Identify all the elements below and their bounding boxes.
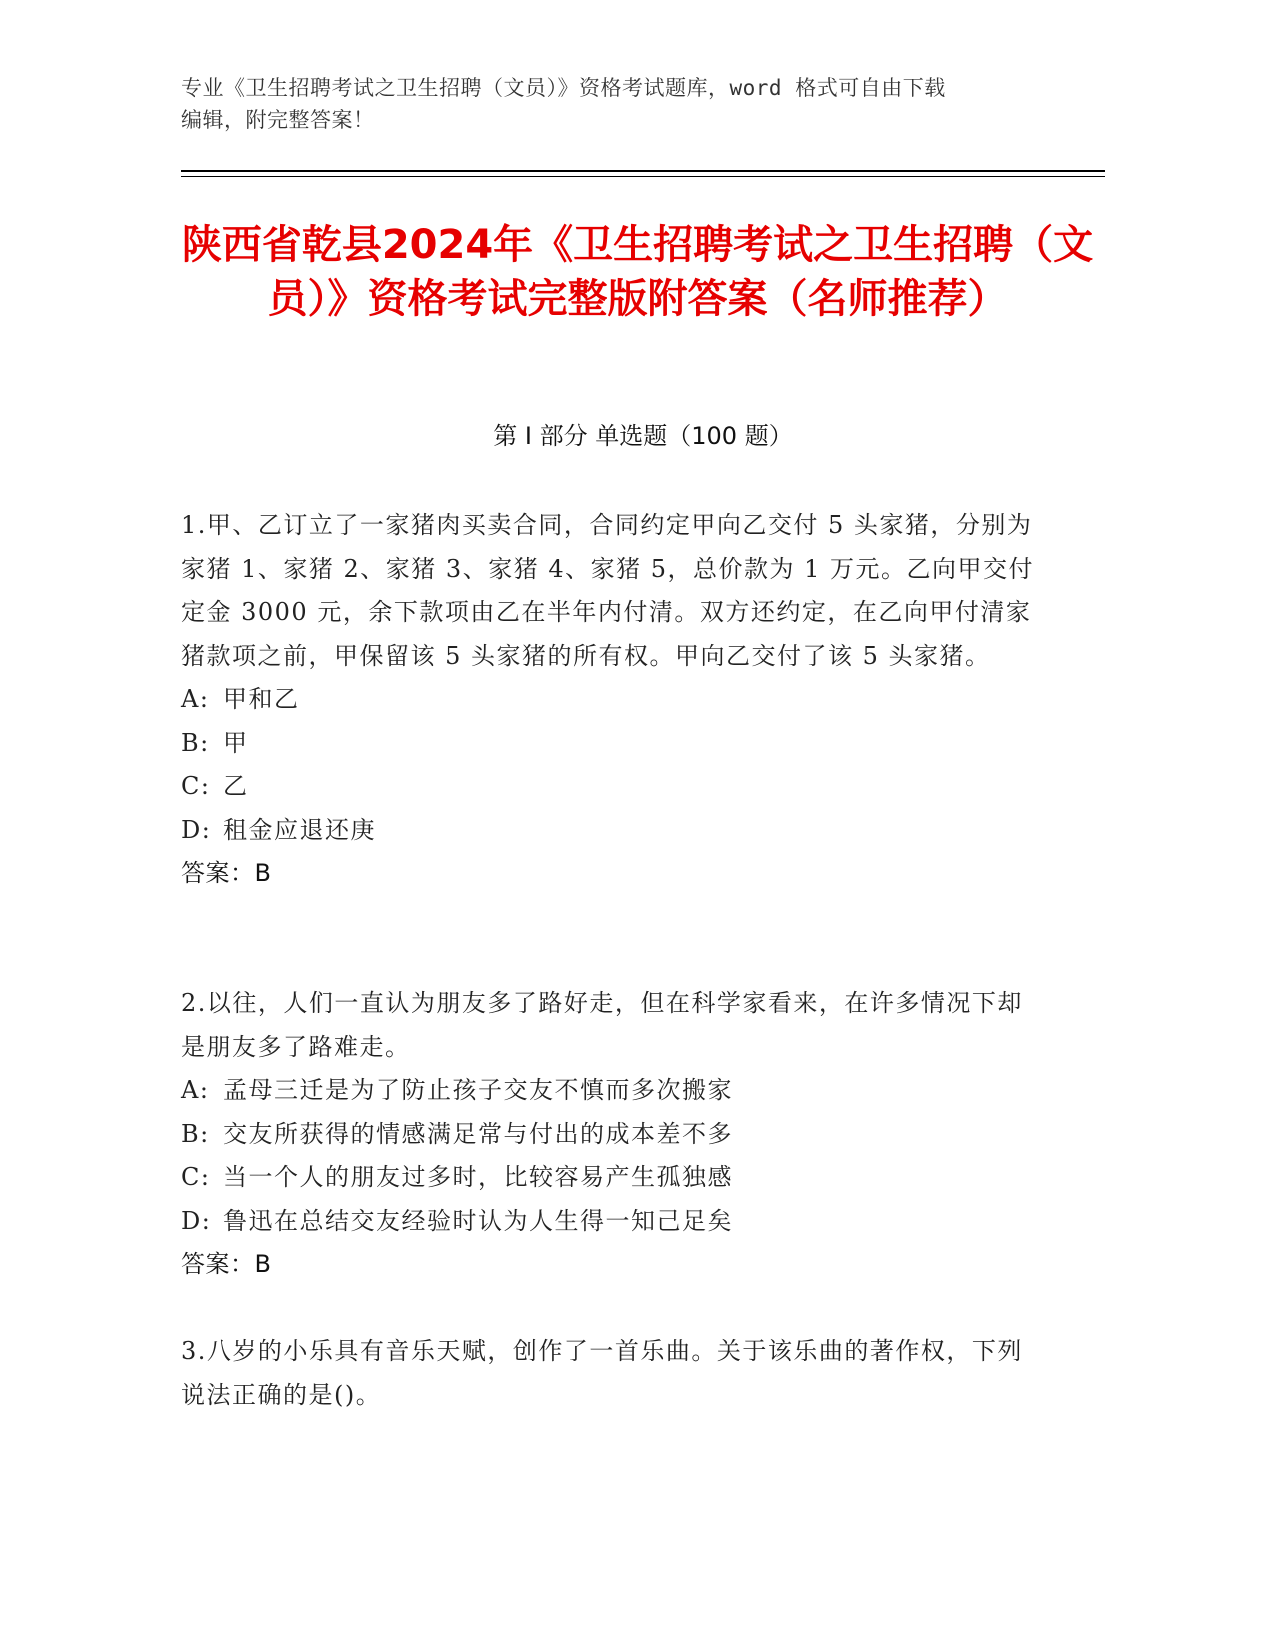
header-note <box>181 72 1041 136</box>
option-text: 交友所获得的情感满足常与付出的成本差不多 <box>223 1119 733 1148</box>
option-key: B: <box>181 728 210 757</box>
option-key: B: <box>181 1119 210 1148</box>
answer-line: 答案：B <box>181 1250 272 1278</box>
option-a <box>181 678 1041 722</box>
header-note-line-2: 编辑，附完整答案！ <box>181 108 375 132</box>
option-key: D: <box>181 815 212 844</box>
option-text: 甲 <box>223 728 249 757</box>
option-b <box>181 1113 1041 1157</box>
header-note-line-1: 专业《卫生招聘考试之卫生招聘（文员）》资格考试题库，word 格式可自由下载 <box>181 76 946 100</box>
section-title: 第 I 部分 单选题（100 题） <box>493 422 793 450</box>
question-3 <box>181 1330 1041 1417</box>
question-1 <box>181 504 1041 896</box>
option-text: 当一个人的朋友过多时，比较容易产生孤独感 <box>223 1163 733 1191</box>
question-stem: 3.八岁的小乐具有音乐天赋，创作了一首乐曲。关于该乐曲的著作权，下列说法正确的是()。 <box>181 1337 1023 1409</box>
document-title: 陕西省乾县2024年《卫生招聘考试之卫生招聘（文员）》资格考试完整版附答案（名师推荐） <box>181 222 1094 322</box>
header-divider-thin <box>181 176 1105 177</box>
option-key: D: <box>181 1206 212 1235</box>
option-c <box>181 1156 1041 1200</box>
option-key: C: <box>181 772 211 800</box>
option-key: C: <box>181 1163 211 1191</box>
option-text: 孟母三迁是为了防止孩子交友不慎而多次搬家 <box>223 1076 733 1104</box>
option-d <box>181 809 1041 853</box>
option-a <box>181 1069 1041 1113</box>
option-text: 乙 <box>223 772 249 800</box>
answer-line: 答案：B <box>181 859 272 887</box>
option-text: 甲和乙 <box>223 685 300 713</box>
option-text: 租金应退还庚 <box>223 815 376 844</box>
option-d <box>181 1200 1041 1244</box>
option-key: A: <box>181 1076 210 1104</box>
question-2 <box>181 982 1041 1287</box>
header-divider-thick <box>181 170 1105 172</box>
option-b <box>181 722 1041 766</box>
option-key: A: <box>181 685 210 713</box>
question-stem: 2.以往，人们一直认为朋友多了路好走，但在科学家看来，在许多情况下却是朋友多了路难走。 <box>181 989 1023 1061</box>
option-text: 鲁迅在总结交友经验时认为人生得一知己足矣 <box>223 1206 733 1235</box>
question-stem: 1.甲、乙订立了一家猪肉买卖合同，合同约定甲向乙交付 5 头家猪，分别为家猪 1、家猪 2、家猪 3、家猪 4、家猪 5，总价款为 1 万元。乙向甲交付定金 3000 元，余下款项由乙在半年内付清。双方还约定，在乙向甲付清家猪款项之前，甲保留该 5 头家猪的所有权。甲向乙交付了该 5 头家猪。 <box>181 511 1035 670</box>
option-c <box>181 765 1041 809</box>
